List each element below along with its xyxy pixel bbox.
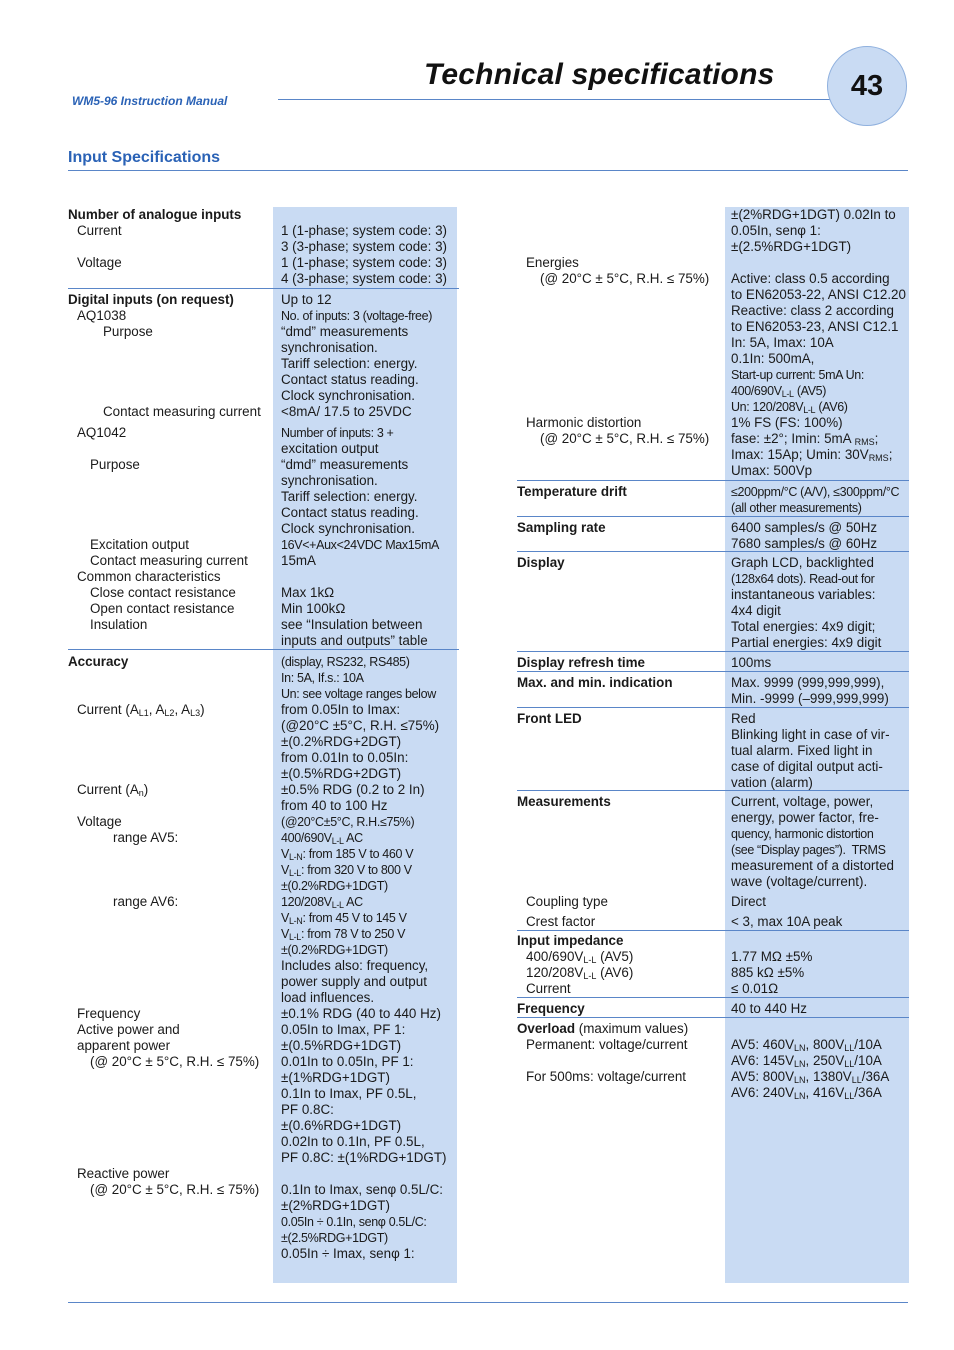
front-led-heading: Front LED — [517, 711, 582, 726]
spec-value: ≤ 0.01Ω — [731, 981, 779, 996]
spec-value: Un: see voltage ranges below — [281, 687, 436, 701]
spec-value: from 0.01In to 0.05In: — [281, 750, 409, 765]
spec-label: Open contact resistance — [90, 601, 235, 616]
footer-rule — [68, 1302, 908, 1303]
spec-value: (display, RS232, RS485) — [281, 655, 410, 669]
spec-value: Direct — [731, 894, 766, 909]
spec-value: ±(0.2%RDG+1DGT) — [281, 879, 388, 893]
spec-value: AV6: $240V_{LN}$, $416V_{LL}/36A$ — [731, 1085, 882, 1101]
spec-value: ±(0.2%RDG+1DGT) — [281, 943, 388, 957]
spec-value: No. of inputs: 3 (voltage-free) — [281, 309, 433, 323]
header-rule — [278, 99, 830, 100]
row-divider — [517, 707, 909, 708]
spec-value: $400/690V_{L-L}$ (AV5) — [731, 384, 827, 399]
digital-inputs-heading: Digital inputs (on request) — [68, 292, 234, 307]
spec-value: to EN62053-22, ANSI C12.20 — [731, 287, 906, 302]
page-number-badge — [827, 46, 907, 126]
spec-value: ±(0.2%RDG+2DGT) — [281, 734, 402, 749]
spec-label: Active power and — [77, 1022, 180, 1037]
spec-value: ±(2.5%RDG+1DGT) — [731, 239, 852, 254]
spec-value: Min. -9999 (–999,999,999) — [731, 691, 889, 706]
spec-value: quency, harmonic distortion — [731, 827, 874, 841]
spec-label: apparent power — [77, 1038, 171, 1053]
spec-value: $V_{L-L}$: from 78 V to 250 V — [281, 927, 406, 942]
spec-value: (@20°C ±5°C, R.H. ≤75%) — [281, 718, 440, 733]
spec-label: (@ 20°C ± 5°C, R.H. ≤ 75%) — [90, 1054, 260, 1069]
spec-value: 4 (3-phase; system code: 3) — [281, 271, 447, 286]
spec-value: see “Insulation between — [281, 617, 423, 632]
spec-value: to EN62053-23, ANSI C12.1 — [731, 319, 899, 334]
spec-value: ±(0.5%RDG+1DGT) — [281, 1038, 402, 1053]
spec-value: Includes also: frequency, — [281, 958, 429, 973]
input-impedance-heading: Input impedance — [517, 933, 624, 948]
spec-value: Total energies: 4x9 digit; — [731, 619, 876, 634]
spec-value: ±(2%RDG+1DGT) 0.02In to — [731, 207, 896, 222]
spec-value: Active: class 0.5 according — [731, 271, 890, 286]
spec-label: $120/208V_{L-L}$ (AV6) — [526, 965, 634, 981]
spec-value: 7680 samples/s @ 60Hz — [731, 536, 878, 551]
spec-value: 6400 samples/s @ 50Hz — [731, 520, 878, 535]
spec-value: instantaneous variables: — [731, 587, 876, 602]
spec-value: measurement of a distorted — [731, 858, 895, 873]
spec-value: Tariff selection: energy. — [281, 489, 418, 504]
spec-label: Close contact resistance — [90, 585, 236, 600]
row-divider — [517, 516, 909, 517]
spec-label: AQ1042 — [77, 425, 127, 440]
spec-label: Insulation — [90, 617, 148, 632]
analogue-inputs-heading: Number of analogue inputs — [68, 207, 242, 222]
spec-value: Up to 12 — [281, 292, 332, 307]
spec-label: Current $(A_n)$ — [77, 782, 149, 798]
spec-label: range AV5: — [113, 830, 179, 845]
spec-value: Partial energies: 4x9 digit — [731, 635, 882, 650]
spec-value: $120/208V_{L-L}$ AC — [281, 895, 363, 910]
spec-value: excitation output — [281, 441, 379, 456]
measurements-heading: Measurements — [517, 794, 611, 809]
spec-label: Purpose — [90, 457, 140, 472]
spec-value: AV5: $800V_{LN}$, $1380V_{LL}/36A$ — [731, 1069, 890, 1085]
spec-value: Clock synchronisation. — [281, 521, 415, 536]
spec-value: AV5: $460V_{LN}$, $800V_{LL}/10A$ — [731, 1037, 882, 1053]
spec-value: Un: $120/208V_{L-L}$ (AV6) — [731, 400, 848, 415]
row-divider — [517, 651, 909, 652]
spec-value: 15mA — [281, 553, 316, 568]
spec-value: (all other measurements) — [731, 501, 862, 515]
manual-title: WM5-96 Instruction Manual — [72, 94, 228, 108]
spec-value: Tariff selection: energy. — [281, 356, 418, 371]
spec-label: $400/690V_{L-L}$ (AV5) — [526, 949, 634, 965]
spec-value: 0.02In to 0.1In, PF 0.5L, — [281, 1134, 425, 1149]
spec-value: tual alarm. Fixed light in — [731, 743, 873, 758]
spec-value: Reactive: class 2 according — [731, 303, 894, 318]
spec-value: load influences. — [281, 990, 375, 1005]
temperature-drift-heading: Temperature drift — [517, 484, 627, 499]
row-divider — [517, 551, 909, 552]
spec-value: In: 5A, Imax: 10A — [731, 335, 834, 350]
spec-value: 100ms — [731, 655, 772, 670]
spec-value: Max. 9999 (999,999,999), — [731, 675, 885, 690]
overload-heading: Overload (maximum values) — [517, 1021, 689, 1036]
frequency-heading: Frequency — [517, 1001, 585, 1016]
spec-label: (@ 20°C ± 5°C, R.H. ≤ 75%) — [540, 431, 710, 446]
page-number: 43 — [850, 69, 884, 102]
spec-value: (128x64 dots). Read-out for — [731, 572, 875, 586]
spec-label: Coupling type — [526, 894, 608, 909]
spec-value: ±(2.5%RDG+1DGT) — [281, 1231, 388, 1245]
spec-value: from 40 to 100 Hz — [281, 798, 388, 813]
spec-value: PF 0.8C: — [281, 1102, 334, 1117]
spec-value: 1% FS (FS: 100%) — [731, 415, 843, 430]
spec-value: Start-up current: 5mA Un: — [731, 368, 864, 382]
spec-value: Current, voltage, power, — [731, 794, 874, 809]
spec-label: Frequency — [77, 1006, 141, 1021]
spec-value: 1 (1-phase; system code: 3) — [281, 223, 447, 238]
row-divider — [68, 649, 459, 650]
spec-value: 0.05In, senφ 1: — [731, 223, 821, 238]
spec-value: 1 (1-phase; system code: 3) — [281, 255, 447, 270]
spec-value: Max 1kΩ — [281, 585, 335, 600]
spec-value: ±0.5% RDG (0.2 to 2 In) — [281, 782, 425, 797]
spec-value: AV6: $145V_{LN}$, $250V_{LL}/10A$ — [731, 1053, 882, 1069]
spec-label: Harmonic distortion — [526, 415, 642, 430]
spec-value: from 0.05In to Imax: — [281, 702, 401, 717]
spec-value: <8mA/ 17.5 to 25VDC — [281, 404, 412, 419]
spec-value: 0.05In ÷ 0.1In, senφ 0.5L/C: — [281, 1215, 427, 1229]
spec-value: $400/690V_{L-L}$ AC — [281, 831, 363, 846]
spec-value: Contact status reading. — [281, 505, 419, 520]
spec-value: Red — [731, 711, 756, 726]
row-divider — [517, 790, 909, 791]
spec-value: wave (voltage/current). — [731, 874, 868, 889]
spec-value: ±0.1% RDG (40 to 440 Hz) — [281, 1006, 441, 1021]
spec-value: $V_{L-L}$: from 320 V to 800 V — [281, 863, 412, 878]
spec-value: case of digital output acti- — [731, 759, 883, 774]
spec-value: 1.77 MΩ ±5% — [731, 949, 813, 964]
spec-value: vation (alarm) — [731, 775, 813, 790]
sampling-rate-heading: Sampling rate — [517, 520, 606, 535]
spec-label: range AV6: — [113, 894, 179, 909]
display-heading: Display — [517, 555, 565, 570]
spec-value: Imax: 15Ap; Umin: $30V_{RMS}$; — [731, 447, 893, 463]
row-divider — [517, 480, 909, 481]
spec-value: $V_{L-N}$: from 185 V to 460 V — [281, 847, 414, 862]
spec-value: $V_{L-N}$: from 45 V to 145 V — [281, 911, 407, 926]
section-rule — [68, 170, 908, 171]
spec-value: < 3, max 10A peak — [731, 914, 843, 929]
spec-label: Reactive power — [77, 1166, 170, 1181]
spec-label: Contact measuring current — [103, 404, 261, 419]
spec-value: 0.01In to 0.05In, PF 1: — [281, 1054, 414, 1069]
spec-label: Purpose — [103, 324, 153, 339]
spec-value: 0.05In to Imax, PF 1: — [281, 1022, 406, 1037]
spec-value: (see “Display pages”). TRMS — [731, 843, 886, 857]
spec-value: 3 (3-phase; system code: 3) — [281, 239, 447, 254]
row-divider — [517, 930, 909, 931]
spec-value: power supply and output — [281, 974, 427, 989]
spec-value: inputs and outputs” table — [281, 633, 428, 648]
spec-value: 885 kΩ ±5% — [731, 965, 805, 980]
spec-value: Umax: 500Vp — [731, 463, 813, 478]
accuracy-heading: Accuracy — [68, 654, 129, 669]
spec-label: Voltage — [77, 255, 122, 270]
spec-value: 0.05In ÷ Imax, senφ 1: — [281, 1246, 415, 1261]
row-divider — [68, 288, 459, 289]
spec-value: ±(0.6%RDG+1DGT) — [281, 1118, 402, 1133]
spec-value: ≤200ppm/°C (A/V), ≤300ppm/°C — [731, 485, 900, 499]
spec-value: 0.1In to Imax, senφ 0.5L/C: — [281, 1182, 444, 1197]
spec-label: Common characteristics — [77, 569, 221, 584]
spec-label: Permanent: voltage/current — [526, 1037, 688, 1052]
spec-label: Current — [77, 223, 122, 238]
spec-label: For 500ms: voltage/current — [526, 1069, 687, 1084]
spec-value: energy, power factor, fre- — [731, 810, 879, 825]
row-divider — [517, 1017, 909, 1018]
spec-label: AQ1038 — [77, 308, 127, 323]
row-divider — [517, 671, 909, 672]
spec-value: (@20°C±5°C, R.H.≤75%) — [281, 815, 415, 829]
spec-value: Blinking light in case of vir- — [731, 727, 890, 742]
section-title: Input Specifications — [68, 149, 221, 166]
spec-label: Excitation output — [90, 537, 190, 552]
spec-value: synchronisation. — [281, 340, 378, 355]
spec-value: 4x4 digit — [731, 603, 781, 618]
spec-value: PF 0.8C: ±(1%RDG+1DGT) — [281, 1150, 447, 1165]
max-min-heading: Max. and min. indication — [517, 675, 673, 690]
spec-value: “dmd” measurements — [281, 457, 409, 472]
spec-value: “dmd” measurements — [281, 324, 409, 339]
spec-value: Number of inputs: 3 + — [281, 426, 394, 440]
display-refresh-heading: Display refresh time — [517, 655, 646, 670]
spec-label: Crest factor — [526, 914, 596, 929]
spec-value: Min 100kΩ — [281, 601, 346, 616]
spec-value: ±(2%RDG+1DGT) — [281, 1198, 390, 1213]
spec-label: (@ 20°C ± 5°C, R.H. ≤ 75%) — [540, 271, 710, 286]
spec-label: Current — [526, 981, 571, 996]
spec-value: 40 to 440 Hz — [731, 1001, 807, 1016]
spec-label: (@ 20°C ± 5°C, R.H. ≤ 75%) — [90, 1182, 260, 1197]
spec-value: Contact status reading. — [281, 372, 419, 387]
spec-value: Clock synchronisation. — [281, 388, 415, 403]
spec-label: Contact measuring current — [90, 553, 248, 568]
spec-value: 0.1In to Imax, PF 0.5L, — [281, 1086, 417, 1101]
spec-value: fase: ±2°; Imin: 5mA $_{RMS}$; — [731, 431, 879, 447]
spec-value: In: 5A, If.s.: 10A — [281, 671, 364, 685]
row-divider — [517, 997, 909, 998]
spec-value: synchronisation. — [281, 473, 378, 488]
spec-value: ±(0.5%RDG+2DGT) — [281, 766, 402, 781]
page-title: Technical specifications — [424, 58, 775, 91]
spec-label: Current ($A_{L1}$, $A_{L2}$, $A_{L3}$) — [77, 702, 205, 718]
spec-label: Voltage — [77, 814, 122, 829]
spec-value: 0.1In: 500mA, — [731, 351, 815, 366]
spec-value: ±(1%RDG+1DGT) — [281, 1070, 390, 1085]
spec-value: 16V<+Aux<24VDC Max15mA — [281, 538, 440, 552]
spec-label: Energies — [526, 255, 579, 270]
spec-value: Graph LCD, backlighted — [731, 555, 874, 570]
